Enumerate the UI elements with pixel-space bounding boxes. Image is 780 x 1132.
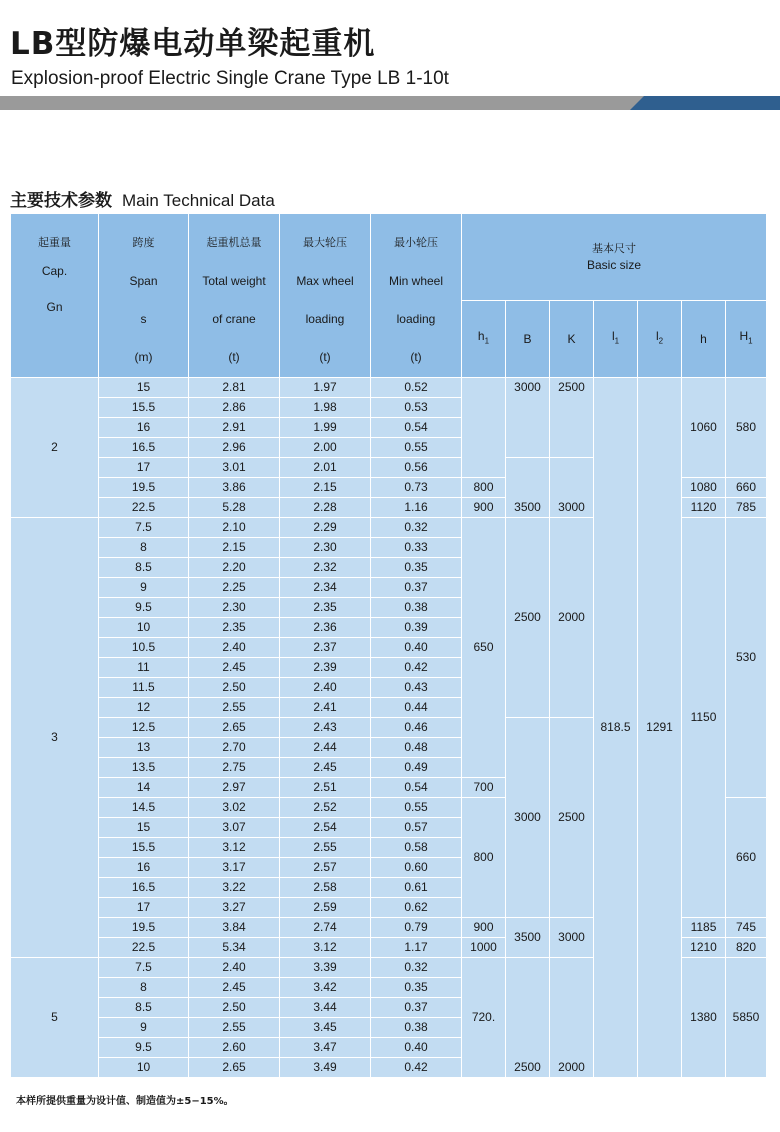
cell-h1: 700	[462, 778, 506, 798]
cell-total-weight: 2.86	[189, 398, 280, 418]
cell-span: 8.5	[99, 998, 189, 1018]
cell-min-wheel: 0.55	[371, 798, 462, 818]
cell-total-weight: 5.34	[189, 938, 280, 958]
cell-h1	[462, 378, 506, 478]
cell-max-wheel: 2.43	[280, 718, 371, 738]
cell-min-wheel: 0.60	[371, 858, 462, 878]
cell-min-wheel: 0.73	[371, 478, 462, 498]
cell-H1: 660	[726, 478, 767, 498]
cell-max-wheel: 2.45	[280, 758, 371, 778]
header-band-grey	[0, 96, 650, 110]
col-header-subscript: 1	[748, 336, 753, 346]
cell-total-weight: 2.15	[189, 538, 280, 558]
cell-min-wheel: 0.57	[371, 818, 462, 838]
header-row-1	[11, 214, 767, 301]
cell-min-wheel: 1.16	[371, 498, 462, 518]
cell-h1: 650	[462, 518, 506, 778]
cell-H1: 5850	[726, 958, 767, 1078]
cell-span: 8	[99, 978, 189, 998]
cell-span: 15	[99, 818, 189, 838]
cell-total-weight: 3.12	[189, 838, 280, 858]
cell-max-wheel: 2.58	[280, 878, 371, 898]
cell-min-wheel: 0.42	[371, 1058, 462, 1078]
col-header-label: Span	[129, 274, 158, 288]
cell-h: 1380	[682, 958, 726, 1078]
cell-H1: 530	[726, 518, 767, 798]
col-header-label: 跨度	[132, 236, 155, 249]
cell-min-wheel: 0.40	[371, 1038, 462, 1058]
cell-total-weight: 2.97	[189, 778, 280, 798]
section-title	[10, 186, 275, 211]
cell-total-weight: 2.35	[189, 618, 280, 638]
col-header-label: Min wheel	[388, 274, 444, 288]
cell-max-wheel: 2.39	[280, 658, 371, 678]
cell-max-wheel: 3.49	[280, 1058, 371, 1078]
cell-max-wheel: 2.41	[280, 698, 371, 718]
cell-h1: 900	[462, 498, 506, 518]
cell-total-weight: 3.86	[189, 478, 280, 498]
cell-span: 10	[99, 1058, 189, 1078]
cell-h1: 1000	[462, 938, 506, 958]
cell-min-wheel: 0.54	[371, 418, 462, 438]
col-header-label: loading	[305, 312, 345, 326]
cell-total-weight: 2.10	[189, 518, 280, 538]
cell-min-wheel: 0.35	[371, 978, 462, 998]
cell-min-wheel: 0.79	[371, 918, 462, 938]
cell-total-weight: 2.91	[189, 418, 280, 438]
col-header-min-wheel	[371, 214, 462, 378]
col-header-label: (t)	[228, 350, 240, 364]
page-subtitle: Explosion-proof Electric Single Crane Type LB 1-10t	[11, 68, 449, 89]
cell-h: 1080	[682, 478, 726, 498]
cell-total-weight: 2.25	[189, 578, 280, 598]
cell-total-weight: 2.30	[189, 598, 280, 618]
col-header-h1	[462, 301, 506, 378]
cell-k: 2000	[550, 958, 594, 1078]
cell-min-wheel: 0.48	[371, 738, 462, 758]
cell-span: 13.5	[99, 758, 189, 778]
header-band-blue	[630, 96, 780, 110]
cell-max-wheel: 2.15	[280, 478, 371, 498]
cell-span: 17	[99, 898, 189, 918]
col-header-b: B	[506, 301, 550, 378]
cell-max-wheel: 1.98	[280, 398, 371, 418]
cell-total-weight: 5.28	[189, 498, 280, 518]
cell-min-wheel: 0.46	[371, 718, 462, 738]
cell-min-wheel: 0.55	[371, 438, 462, 458]
col-header-label: (m)	[134, 350, 153, 364]
cell-b: 3500	[506, 918, 550, 958]
cell-min-wheel: 0.52	[371, 378, 462, 398]
cell-total-weight: 3.84	[189, 918, 280, 938]
cell-h: 1210	[682, 938, 726, 958]
footnote: 本样所提供重量为设计值、制造值为±5−15%。	[16, 1096, 234, 1107]
cell-span: 13	[99, 738, 189, 758]
cell-span: 9	[99, 578, 189, 598]
col-header-label: 基本尺寸	[592, 242, 636, 255]
cell-max-wheel: 1.99	[280, 418, 371, 438]
cell-span: 16.5	[99, 438, 189, 458]
cell-span: 12.5	[99, 718, 189, 738]
cell-k: 2500	[550, 378, 594, 458]
cell-l1: 818.5	[594, 378, 638, 1078]
cell-max-wheel: 2.74	[280, 918, 371, 938]
cell-span: 19.5	[99, 918, 189, 938]
cell-capacity: 3	[11, 518, 99, 958]
cell-min-wheel: 1.17	[371, 938, 462, 958]
cell-min-wheel: 0.38	[371, 598, 462, 618]
cell-k: 2500	[550, 718, 594, 918]
cell-max-wheel: 2.57	[280, 858, 371, 878]
cell-H1: 820	[726, 938, 767, 958]
col-header-label: s	[140, 312, 147, 326]
col-header-label: 起重量	[38, 236, 71, 249]
col-header-label: l	[655, 329, 659, 344]
cell-total-weight: 2.40	[189, 638, 280, 658]
cell-min-wheel: 0.42	[371, 658, 462, 678]
cell-H1: 580	[726, 378, 767, 478]
cell-max-wheel: 2.29	[280, 518, 371, 538]
col-header-label: 起重机总量	[206, 236, 262, 249]
col-header-max-wheel	[280, 214, 371, 378]
col-header-label: Max wheel	[296, 274, 354, 288]
cell-span: 8.5	[99, 558, 189, 578]
cell-max-wheel: 3.39	[280, 958, 371, 978]
cell-b: 3000	[506, 718, 550, 918]
cell-total-weight: 3.22	[189, 878, 280, 898]
cell-min-wheel: 0.38	[371, 1018, 462, 1038]
cell-k: 3000	[550, 918, 594, 958]
cell-H1: 745	[726, 918, 767, 938]
col-header-label: h	[477, 329, 485, 344]
cell-max-wheel: 2.51	[280, 778, 371, 798]
cell-max-wheel: 3.12	[280, 938, 371, 958]
cell-total-weight: 2.40	[189, 958, 280, 978]
cell-max-wheel: 2.32	[280, 558, 371, 578]
cell-max-wheel: 2.01	[280, 458, 371, 478]
cell-span: 10	[99, 618, 189, 638]
cell-span: 11	[99, 658, 189, 678]
cell-min-wheel: 0.32	[371, 518, 462, 538]
col-header-label: Total weight	[202, 274, 266, 288]
cell-max-wheel: 2.37	[280, 638, 371, 658]
col-header-label: l	[611, 329, 615, 344]
cell-total-weight: 2.55	[189, 698, 280, 718]
col-header-subscript: 1	[484, 336, 490, 346]
cell-h1: 720.	[462, 958, 506, 1078]
cell-h: 1120	[682, 498, 726, 518]
cell-span: 22.5	[99, 938, 189, 958]
cell-max-wheel: 1.97	[280, 378, 371, 398]
page-title: LB型防爆电动单梁起重机	[10, 26, 376, 62]
cell-span: 16.5	[99, 878, 189, 898]
cell-max-wheel: 2.55	[280, 838, 371, 858]
cell-total-weight: 2.65	[189, 718, 280, 738]
cell-total-weight: 3.17	[189, 858, 280, 878]
cell-max-wheel: 2.28	[280, 498, 371, 518]
cell-l2: 1291	[638, 378, 682, 1078]
col-header-label: 最小轮压	[394, 236, 438, 249]
section-title-en: Main Technical Data	[122, 191, 275, 210]
cell-total-weight: 3.27	[189, 898, 280, 918]
cell-min-wheel: 0.44	[371, 698, 462, 718]
cell-span: 16	[99, 858, 189, 878]
table-row	[11, 378, 767, 398]
cell-min-wheel: 0.58	[371, 838, 462, 858]
cell-span: 15.5	[99, 838, 189, 858]
cell-max-wheel: 2.36	[280, 618, 371, 638]
cell-total-weight: 2.65	[189, 1058, 280, 1078]
col-header-label: (t)	[319, 350, 331, 364]
cell-max-wheel: 3.42	[280, 978, 371, 998]
col-header-label: loading	[396, 312, 436, 326]
cell-total-weight: 3.07	[189, 818, 280, 838]
cell-H1: 660	[726, 798, 767, 918]
col-header-total-weight	[189, 214, 280, 378]
cell-max-wheel: 2.54	[280, 818, 371, 838]
cell-max-wheel: 3.44	[280, 998, 371, 1018]
cell-total-weight: 2.81	[189, 378, 280, 398]
cell-total-weight: 3.02	[189, 798, 280, 818]
cell-span: 17	[99, 458, 189, 478]
col-header-label: Gn	[46, 300, 63, 314]
cell-span: 19.5	[99, 478, 189, 498]
cell-min-wheel: 0.39	[371, 618, 462, 638]
col-header-label: 最大轮压	[303, 236, 347, 249]
cell-total-weight: 2.45	[189, 978, 280, 998]
cell-total-weight: 2.45	[189, 658, 280, 678]
col-header-label: Cap.	[41, 264, 68, 278]
cell-max-wheel: 2.34	[280, 578, 371, 598]
col-header-subscript: 1	[614, 336, 620, 346]
cell-max-wheel: 2.44	[280, 738, 371, 758]
cell-span: 9	[99, 1018, 189, 1038]
cell-min-wheel: 0.49	[371, 758, 462, 778]
cell-min-wheel: 0.53	[371, 398, 462, 418]
cell-k: 2000	[550, 518, 594, 718]
cell-span: 15.5	[99, 398, 189, 418]
cell-span: 9.5	[99, 1038, 189, 1058]
cell-total-weight: 2.75	[189, 758, 280, 778]
cell-total-weight: 2.50	[189, 678, 280, 698]
col-header-l1	[594, 301, 638, 378]
cell-min-wheel: 0.32	[371, 958, 462, 978]
cell-b: 3500	[506, 458, 550, 518]
col-header-label: (t)	[410, 350, 422, 364]
cell-b: 2500	[506, 958, 550, 1078]
cell-max-wheel: 2.40	[280, 678, 371, 698]
cell-span: 16	[99, 418, 189, 438]
cell-max-wheel: 2.30	[280, 538, 371, 558]
cell-min-wheel: 0.37	[371, 578, 462, 598]
cell-span: 10.5	[99, 638, 189, 658]
header-band	[0, 96, 780, 110]
cell-min-wheel: 0.35	[371, 558, 462, 578]
cell-max-wheel: 3.45	[280, 1018, 371, 1038]
col-header-label: Basic size	[586, 258, 642, 272]
cell-max-wheel: 3.47	[280, 1038, 371, 1058]
cell-total-weight: 2.20	[189, 558, 280, 578]
cell-b: 2500	[506, 518, 550, 718]
cell-span: 11.5	[99, 678, 189, 698]
col-header-k: K	[550, 301, 594, 378]
col-header-h: h	[682, 301, 726, 378]
cell-span: 9.5	[99, 598, 189, 618]
cell-max-wheel: 2.59	[280, 898, 371, 918]
cell-min-wheel: 0.33	[371, 538, 462, 558]
col-header-span	[99, 214, 189, 378]
cell-capacity: 5	[11, 958, 99, 1078]
section-title-cn: 主要技术参数	[10, 191, 112, 211]
col-header-l2	[638, 301, 682, 378]
cell-b: 3000	[506, 378, 550, 458]
cell-span: 7.5	[99, 518, 189, 538]
cell-min-wheel: 0.54	[371, 778, 462, 798]
col-header-H1	[726, 301, 767, 378]
cell-k: 3000	[550, 458, 594, 518]
cell-min-wheel: 0.37	[371, 998, 462, 1018]
cell-min-wheel: 0.43	[371, 678, 462, 698]
col-header-label: H	[739, 329, 749, 344]
col-header-capacity	[11, 214, 99, 378]
cell-span: 22.5	[99, 498, 189, 518]
cell-h1: 900	[462, 918, 506, 938]
cell-capacity: 2	[11, 378, 99, 518]
cell-h1: 800	[462, 798, 506, 918]
cell-min-wheel: 0.62	[371, 898, 462, 918]
cell-total-weight: 2.60	[189, 1038, 280, 1058]
cell-max-wheel: 2.00	[280, 438, 371, 458]
cell-total-weight: 3.01	[189, 458, 280, 478]
cell-span: 14.5	[99, 798, 189, 818]
cell-max-wheel: 2.52	[280, 798, 371, 818]
technical-data-table	[10, 213, 767, 1078]
cell-span: 7.5	[99, 958, 189, 978]
cell-span: 14	[99, 778, 189, 798]
cell-h: 1150	[682, 518, 726, 918]
col-header-basic-size	[462, 214, 767, 301]
cell-total-weight: 2.55	[189, 1018, 280, 1038]
col-header-label: of crane	[212, 312, 256, 326]
cell-min-wheel: 0.56	[371, 458, 462, 478]
cell-h: 1060	[682, 378, 726, 478]
col-header-subscript: 2	[658, 336, 664, 346]
cell-h: 1185	[682, 918, 726, 938]
cell-total-weight: 2.50	[189, 998, 280, 1018]
cell-span: 15	[99, 378, 189, 398]
cell-min-wheel: 0.40	[371, 638, 462, 658]
cell-total-weight: 2.70	[189, 738, 280, 758]
cell-h1: 800	[462, 478, 506, 498]
cell-min-wheel: 0.61	[371, 878, 462, 898]
cell-H1: 785	[726, 498, 767, 518]
cell-max-wheel: 2.35	[280, 598, 371, 618]
cell-span: 12	[99, 698, 189, 718]
cell-total-weight: 2.96	[189, 438, 280, 458]
cell-span: 8	[99, 538, 189, 558]
